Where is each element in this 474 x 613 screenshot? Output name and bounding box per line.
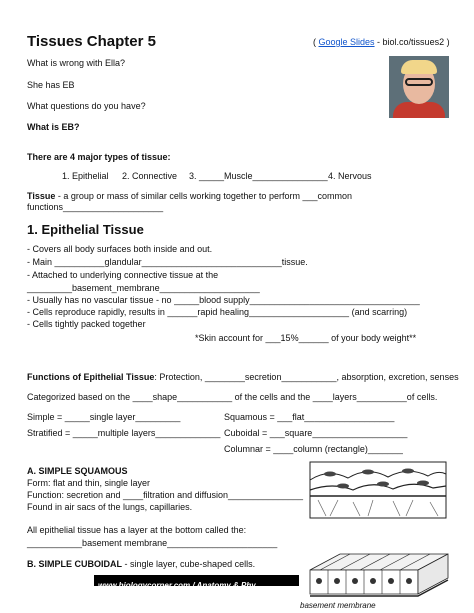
page-title: Tissues Chapter 5 (27, 33, 156, 50)
simple-definition: Simple = _____single layer_________ (27, 412, 181, 422)
squamous-cells-diagram (308, 460, 448, 520)
functions-label: Functions of Epithelial Tissue (27, 372, 155, 382)
basement-question: All epithelial tissue has a layer at the bottom called the: (27, 525, 247, 535)
tissue-definition (27, 191, 352, 202)
cuboidal-definition: Cuboidal = ___square___________________ (224, 428, 408, 438)
stratified-definition: Stratified = _____multiple layers_____________ (27, 428, 221, 438)
tissue-type-connective: 2. Connective (122, 171, 178, 181)
skin-note: *Skin account for ___15%______ of your body weight** (195, 333, 417, 343)
question-questions: What questions do you have? (27, 101, 146, 111)
tissue-type-muscle: 3. _____Muscle_______________ (189, 171, 328, 181)
columnar-definition: Columnar = ____column (rectangle)_______ (224, 444, 403, 454)
ref-open: ( (313, 37, 319, 47)
tissue-definition-line2: functions____________________ (27, 202, 164, 212)
tissue-type-nervous: 4. Nervous (328, 171, 372, 181)
ref-rest: - biol.co/tissues2 ) (374, 37, 450, 47)
squamous-found: Found in air sacs of the lungs, capillaries. (27, 502, 193, 512)
simple-cuboidal-text: - single layer, cube-shaped cells. (122, 559, 256, 569)
basement-answer: ___________basement membrane______________________ (27, 538, 278, 548)
question-ella: What is wrong with Ella? (27, 58, 126, 68)
functions-text: : Protection, ________secretion___________, absorption, excretion, senses (154, 372, 459, 382)
reference-line (313, 37, 450, 48)
epithelial-bullet: - Cells reproduce rapidly, results in ______rapid healing____________________ (and scarring) (27, 307, 408, 317)
epithelial-bullet: - Main __________glandular____________________________tissue. (27, 257, 308, 267)
tissue-types-heading: There are 4 major types of tissue: (27, 152, 171, 162)
google-slides-link[interactable]: Google Slides (318, 37, 375, 47)
functions-line (27, 372, 459, 383)
answer-eb: She has EB (27, 80, 75, 90)
question-eb: What is EB? (27, 122, 80, 132)
footer-banner (94, 575, 299, 590)
squamous-form: Form: flat and thin, single layer (27, 478, 151, 488)
simple-cuboidal-heading: B. SIMPLE CUBOIDAL (27, 559, 123, 569)
tissue-type-epithelial: 1. Epithelial (62, 171, 109, 181)
simple-squamous-heading: A. SIMPLE SQUAMOUS (27, 466, 128, 476)
cuboidal-cells-diagram (300, 550, 450, 602)
simple-cuboidal-line (27, 559, 255, 570)
footer-banner-text: www.biologycorner.com / Anatomy & Phy (98, 581, 256, 590)
section-epithelial-heading: 1. Epithelial Tissue (27, 222, 144, 237)
epithelial-bullet: - Attached to underlying connective tissue at the (27, 270, 219, 280)
epithelial-bullet: - Cells tightly packed together (27, 319, 146, 329)
categorized-line: Categorized based on the ____shape___________ of the cells and the ____layers__________of cells. (27, 392, 438, 402)
basement-membrane-label: basement membrane (300, 601, 376, 610)
squamous-definition: Squamous = ___flat__________________ (224, 412, 395, 422)
squamous-function: Function: secretion and ____filtration and diffusion_______________ (27, 490, 304, 500)
epithelial-bullet: - Covers all body surfaces both inside and out. (27, 244, 213, 254)
epithelial-bullet: _________basement_membrane____________________ (27, 283, 260, 293)
ella-photo (389, 56, 449, 118)
tissue-definition-text: - a group or mass of similar cells working together to perform ___common (55, 191, 352, 201)
tissue-term: Tissue (27, 191, 56, 201)
epithelial-bullet: - Usually has no vascular tissue - no _____blood supply__________________________________ (27, 295, 420, 305)
